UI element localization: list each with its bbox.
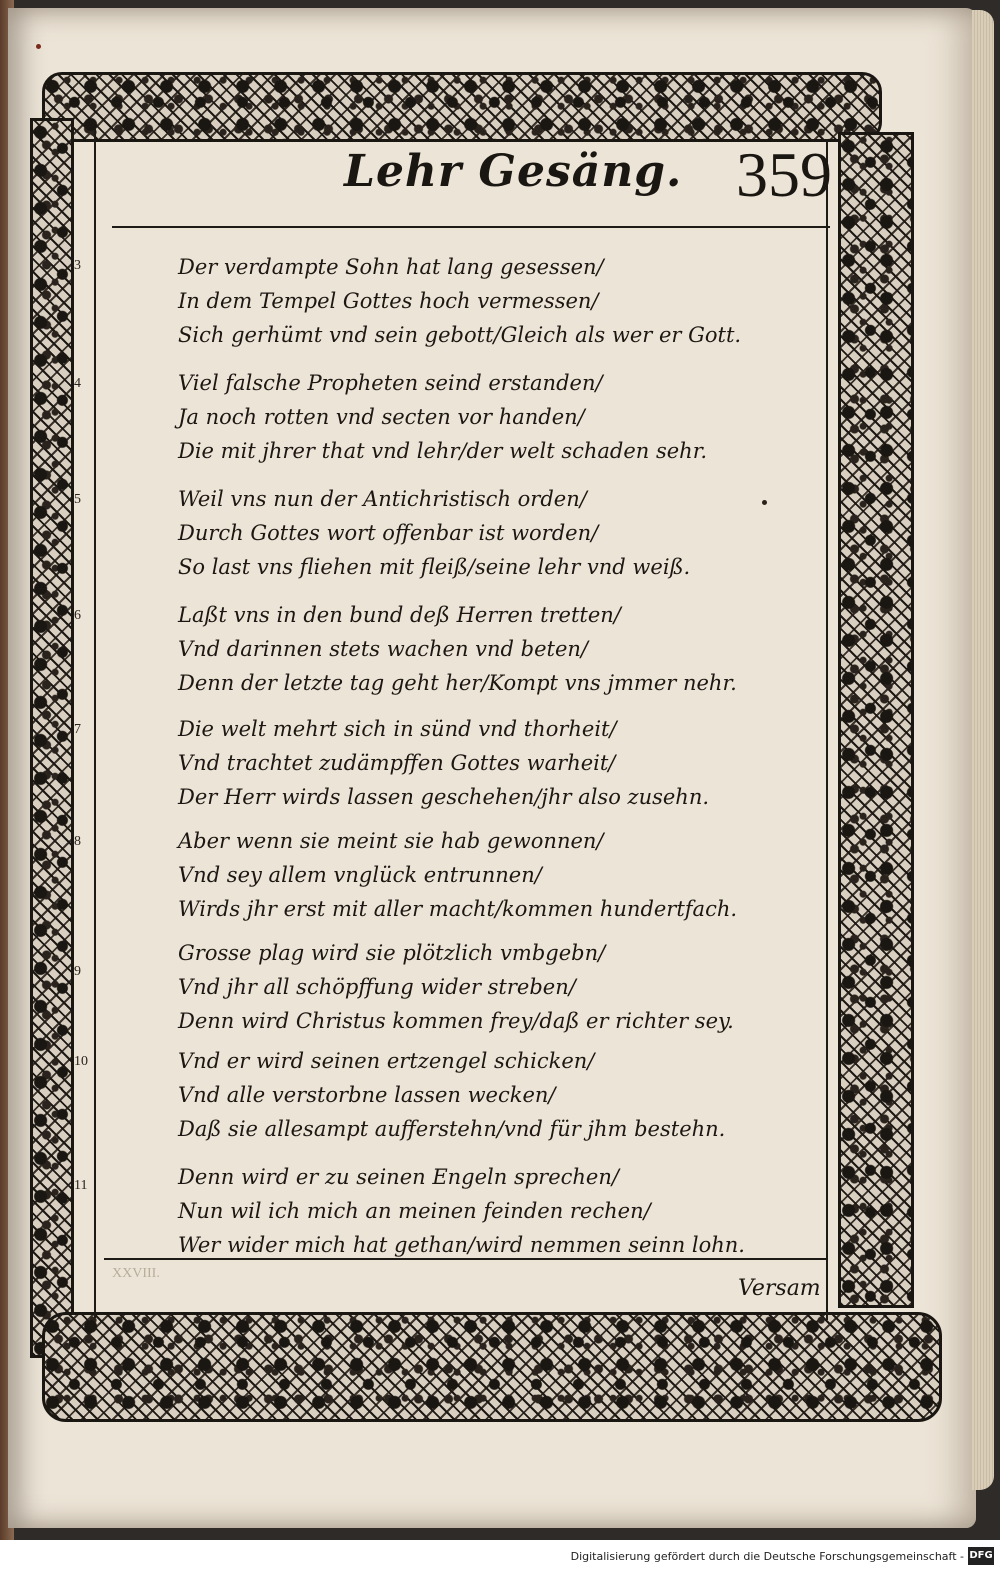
rule-right <box>826 140 828 1320</box>
verse-line: Viel falsche Propheten seind erstanden/ <box>178 371 603 395</box>
running-title: Lehr Gesäng. <box>344 146 683 197</box>
stanza <box>178 1160 798 1262</box>
verse-line: Nun wil ich mich an meinen feinden rechen/ <box>178 1199 651 1223</box>
verse-line: Wer wider mich hat gethan/wird nemmen seinn lohn. <box>178 1233 745 1257</box>
verse-line: Vnd sey allem vnglück entrunnen/ <box>178 863 542 887</box>
woodcut-border-bottom <box>42 1312 942 1422</box>
stanza-number: 3 <box>74 258 81 273</box>
stanza <box>178 824 798 926</box>
stanza <box>178 598 798 700</box>
verse-line: Vnd trachtet zudämpffen Gottes warheit/ <box>178 751 616 775</box>
stanza-number: 7 <box>74 722 81 737</box>
verse-line: Weil vns nun der Antichristisch orden/ <box>178 487 587 511</box>
verse-line: Der Herr wirds lassen geschehen/jhr also zusehn. <box>178 785 710 809</box>
rule-top <box>112 226 830 228</box>
verse-line: Durch Gottes wort offenbar ist worden/ <box>178 521 599 545</box>
rule-left <box>94 128 96 1318</box>
verse-line: Laßt vns in den bund deß Herren tretten/ <box>178 603 621 627</box>
verse-line: Sich gerhümt vnd sein gebott/Gleich als wer er Gott. <box>178 323 742 347</box>
verse-line: Daß sie allesampt aufferstehn/vnd für jhm bestehn. <box>178 1117 726 1141</box>
stanza <box>178 366 798 468</box>
ink-speck <box>762 500 767 505</box>
footer-credit: Digitalisierung gefördert durch die Deutsche Forschungsgemeinschaft - <box>570 1550 964 1563</box>
woodcut-border-left <box>30 118 74 1358</box>
dfg-logo: DFG <box>968 1547 994 1565</box>
stanza <box>178 250 798 352</box>
page-stack-edges <box>972 10 994 1490</box>
verse-line: Vnd alle verstorbne lassen wecken/ <box>178 1083 556 1107</box>
verse-line: Aber wenn sie meint sie hab gewonnen/ <box>178 829 604 853</box>
page-number: 359 <box>736 139 832 210</box>
stanza-number: 6 <box>74 608 81 623</box>
verse-line: Vnd jhr all schöpffung wider streben/ <box>178 975 576 999</box>
verse-line: Grosse plag wird sie plötzlich vmbgebn/ <box>178 941 606 965</box>
verse-line: Denn wird er zu seinen Engeln sprechen/ <box>178 1165 619 1189</box>
woodcut-border-right <box>838 132 914 1308</box>
stanza <box>178 482 798 584</box>
stanza-number: 8 <box>74 834 81 849</box>
verse-line: In dem Tempel Gottes hoch vermessen/ <box>178 289 599 313</box>
verse-line: Denn wird Christus kommen frey/daß er richter sey. <box>178 1009 734 1033</box>
catchword: Versam <box>738 1276 821 1301</box>
verse-line: So last vns fliehen mit fleiß/seine lehr vnd weiß. <box>178 555 691 579</box>
stanza-number: 5 <box>74 492 81 507</box>
verse-line: Vnd er wird seinen ertzengel schicken/ <box>178 1049 595 1073</box>
verse-line: Die welt mehrt sich in sünd vnd thorheit/ <box>178 717 617 741</box>
stanza <box>178 712 798 814</box>
stanza <box>178 1044 798 1146</box>
verse-line: Ja noch rotten vnd secten vor handen/ <box>178 405 585 429</box>
verse-line: Denn der letzte tag geht her/Kompt vns jmmer nehr. <box>178 671 737 695</box>
verse-line: Die mit jhrer that vnd lehr/der welt schaden sehr. <box>178 439 708 463</box>
woodcut-border-top <box>42 72 882 142</box>
verse-line: Wirds jhr erst mit aller macht/kommen hundertfach. <box>178 897 738 921</box>
signature-mark: XXVIII. <box>112 1266 160 1281</box>
stanza <box>178 936 798 1038</box>
ink-speck <box>36 44 41 49</box>
stanza-number: 10 <box>74 1054 88 1069</box>
verse-line: Vnd darinnen stets wachen vnd beten/ <box>178 637 588 661</box>
verse-line: Der verdampte Sohn hat lang gesessen/ <box>178 255 604 279</box>
stanza-number: 11 <box>74 1178 88 1193</box>
stanza-number: 9 <box>74 964 81 979</box>
stanza-number: 4 <box>74 376 81 391</box>
